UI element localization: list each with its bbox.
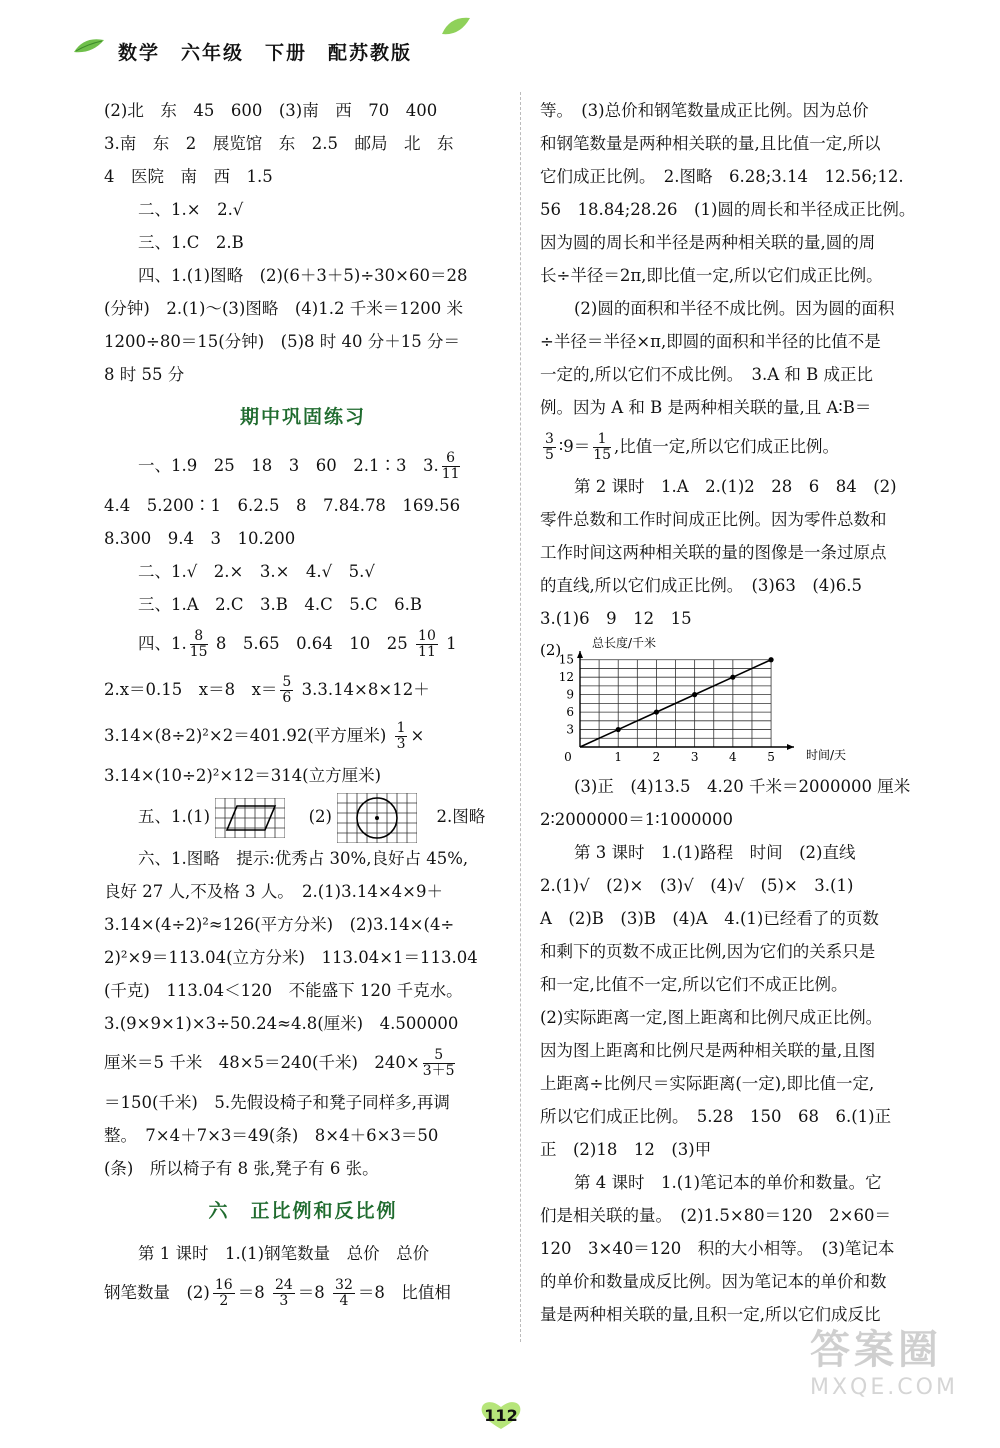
denominator: 15 [189, 644, 208, 660]
answer-line: 8 时 55 分 [104, 365, 185, 384]
answer-line: 和一定,比值不一定,所以它们不成正比例。 [540, 975, 848, 994]
left-column [104, 94, 502, 1316]
answer-line: 8.300 9.4 3 10.200 [104, 529, 296, 548]
answer-line: (3)正 (4)13.5 4.20 千米＝2000000 厘米 [574, 777, 911, 796]
y-tick-label: 6 [566, 705, 574, 720]
answer-line: 2∶2000000＝1∶1000000 [540, 810, 734, 829]
answer-line [104, 713, 502, 759]
answer-line: 上距离÷比例尺＝实际距离(一定),即比值一定, [540, 1074, 875, 1093]
answer-text: ＝8 [297, 1283, 325, 1302]
numerator: 1 [593, 432, 611, 448]
column-divider [520, 92, 521, 1342]
fraction [333, 1278, 355, 1309]
answer-line: 和钢笔数量是两种相关联的量,且比值一定,所以 [540, 134, 881, 153]
answer-text: ＝8 比值相 [357, 1283, 451, 1302]
chart-axes [577, 651, 794, 750]
y-tick-label: 9 [566, 687, 574, 702]
denominator: 15 [593, 447, 612, 463]
denominator: 3＋5 [422, 1063, 455, 1079]
answer-line: 一定的,所以它们不成比例。 3.A 和 B 成正比 [540, 365, 874, 384]
denominator: 4 [339, 1293, 349, 1309]
fraction [423, 1048, 455, 1079]
answer-text: 2.图略 [436, 807, 486, 826]
answer-line [104, 667, 502, 713]
fraction [213, 1278, 235, 1309]
answer-line: 1200÷80＝15(分钟) (5)8 时 40 分＋15 分＝ [104, 332, 461, 351]
answer-line: 二、1.× 2.√ [138, 200, 244, 219]
x-axis-label: 时间/天 [806, 748, 847, 762]
answer-line: 例。因为 A 和 B 是两种相关联的量,且 A∶B＝ [540, 398, 872, 417]
answer-line: 3.(1)6 9 12 15 [540, 609, 692, 628]
answer-line: 的单价和数量成反比例。因为笔记本的单价和数 [540, 1272, 887, 1291]
answer-line: 六、1.图略 提示:优秀占 30%,良好占 45%, [138, 849, 469, 868]
parallelogram-grid-figure [215, 798, 285, 838]
answer-line: 和剩下的页数不成正比例,因为它们的关系只是 [540, 942, 876, 961]
answer-line [104, 792, 502, 842]
denominator: 6 [282, 690, 292, 706]
numerator: 5 [423, 1048, 455, 1064]
answer-text: 钢笔数量 (2) [104, 1283, 210, 1302]
y-tick-label: 12 [558, 670, 574, 685]
answer-line: 工作时间这两种相关联的量的图像是一条过原点 [540, 543, 887, 562]
answer-text: 3.3.14×8×12＋ [301, 680, 430, 699]
answer-line: 所以它们成正比例。 5.28 150 68 6.(1)正 [540, 1107, 892, 1126]
x-tick-label: 3 [690, 750, 699, 764]
answer-line: (2)北 东 45 600 (3)南 西 70 400 [104, 101, 438, 120]
y-tick-label: 3 [566, 722, 574, 737]
data-point [768, 657, 773, 662]
answer-line: 120 3×40＝120 积的大小相等。 (3)笔记本 [540, 1239, 895, 1258]
denominator: 3 [396, 736, 406, 752]
answer-line: 第 4 课时 1.(1)笔记本的单价和数量。它 [574, 1173, 882, 1192]
answer-line: 3.(9×9×1)×3÷50.24≈4.8(厘米) 4.500000 [104, 1014, 459, 1033]
answer-line: 第 1 课时 1.(1)钢笔数量 总价 总价 [138, 1244, 430, 1263]
answer-line: (2)圆的面积和半径不成比例。因为圆的面积 [574, 299, 895, 318]
answer-line [104, 1270, 502, 1316]
y-axis-arrow [577, 651, 583, 658]
chart-label: (2) [540, 641, 562, 659]
leaf-decoration-icon [70, 34, 110, 58]
fraction [416, 629, 438, 660]
book-title: 数学 六年级 下册 配苏教版 [118, 42, 413, 64]
answer-text: ＝8 [237, 1283, 265, 1302]
answer-line: 3.南 东 2 展览馆 东 2.5 邮局 北 东 [104, 134, 454, 153]
answer-text: ∶9＝ [558, 437, 591, 456]
x-tick-label: 4 [729, 750, 737, 764]
answer-text: (2) [308, 807, 332, 826]
answer-line: 4 医院 南 西 1.5 [104, 167, 273, 186]
answer-line: (分钟) 2.(1)～(3)图略 (4)1.2 千米＝1200 米 [104, 299, 463, 318]
answer-line: 的直线,所以它们成正比例。 (3)63 (4)6.5 [540, 576, 862, 595]
answer-line: 二、1.√ 2.× 3.× 4.√ 5.√ [138, 562, 375, 581]
line-chart [540, 635, 944, 770]
numerator: 32 [335, 1277, 353, 1293]
answer-line: ＝150(千米) 5.先假设椅子和凳子同样多,再调 [104, 1093, 450, 1112]
numerator: 10 [418, 628, 436, 644]
answer-line: (千克) 113.04＜120 不能盛下 120 千克水。 [104, 981, 463, 1000]
answer-line: 3.14×(10÷2)²×12＝314(立方厘米) [104, 766, 382, 785]
answer-line: 第 2 课时 1.A 2.(1)2 28 6 84 (2) [574, 477, 897, 496]
chart-svg [540, 635, 944, 770]
fraction [442, 451, 460, 482]
y-axis-label: 总长度/千米 [592, 636, 657, 650]
answer-text: ,比值一定,所以它们成正比例。 [614, 437, 840, 456]
x-tick-label: 0 [564, 750, 572, 764]
numerator: 6 [442, 451, 460, 467]
watermark-logo [810, 1318, 980, 1428]
denominator: 11 [418, 644, 436, 660]
answer-text: 厘米＝5 千米 48×5＝240(千米) 240× [104, 1053, 420, 1072]
numerator: 3 [545, 431, 554, 447]
answer-line: 3.14×(4÷2)²≈126(平方分米) (2)3.14×(4÷ [104, 915, 455, 934]
numerator: 1 [396, 720, 406, 736]
answer-line: 56 18.84;28.26 (1)圆的周长和半径成正比例。 [540, 200, 916, 219]
answer-line: 正 (2)18 12 (3)甲 [540, 1140, 712, 1159]
answer-line: ÷半径＝半径×π,即圆的面积和半径的比值不是 [540, 332, 881, 351]
data-point [692, 692, 697, 697]
numerator: 24 [274, 1277, 293, 1293]
chart-series [580, 657, 774, 747]
denominator: 11 [441, 466, 460, 482]
section-heading: 期中巩固练习 [239, 406, 366, 428]
fraction [190, 629, 208, 660]
answer-text: × [410, 726, 425, 745]
answer-line [540, 424, 944, 470]
answer-line: 因为图上距离和比例尺是两种相关联的量,且图 [540, 1041, 876, 1060]
answer-line [104, 621, 502, 667]
fraction [593, 432, 611, 463]
answer-text: 1 [446, 634, 457, 653]
numerator: 8 [190, 629, 208, 645]
answer-line [104, 1040, 502, 1086]
leaf-decoration-icon [440, 14, 474, 40]
page-number [478, 1400, 524, 1430]
page-number-text: 112 [484, 1406, 518, 1425]
answer-line: 4.4 5.200∶1 6.2.5 8 7.84.78 169.56 [104, 496, 461, 515]
fraction [280, 675, 293, 706]
answer-line: 长÷半径＝2π,即比值一定,所以它们成正比例。 [540, 266, 883, 285]
right-column [540, 94, 944, 1331]
denominator: 3 [279, 1293, 289, 1309]
page-header [70, 32, 470, 72]
answer-line [104, 443, 502, 489]
answer-text: 2.x＝0.15 x＝8 x＝ [104, 680, 278, 699]
answer-line: 零件总数和工作时间成正比例。因为零件总数和 [540, 510, 887, 529]
x-tick-label: 1 [614, 750, 623, 764]
fraction [273, 1278, 295, 1309]
y-tick-label: 15 [558, 652, 574, 667]
answer-line: 量是两种相关联的量,且积一定,所以它们成反比 [540, 1305, 881, 1324]
answer-line: (2)实际距离一定,图上距离和比例尺成正比例。 [540, 1008, 883, 1027]
answer-line: 因为圆的周长和半径是两种相关联的量,圆的周 [540, 233, 876, 252]
answer-line: 们是相关联的量。 (2)1.5×80＝120 2×60＝ [540, 1206, 891, 1225]
answer-line: 它们成正比例。 2.图略 6.28;3.14 12.56;12. [540, 167, 904, 186]
circle-grid-figure [337, 793, 417, 843]
data-point [730, 675, 735, 680]
x-axis-arrow [787, 744, 794, 750]
answer-line: 2)²×9＝113.04(立方分米) 113.04×1＝113.04 [104, 948, 478, 967]
fraction [395, 721, 408, 752]
x-tick-label: 5 [767, 750, 775, 764]
answer-text: 3.14×(8÷2)²×2＝401.92(平方厘米) [104, 726, 387, 745]
denominator: 5 [545, 447, 554, 463]
watermark-url: MXQE.COM [810, 1375, 958, 1400]
answer-line: 第 3 课时 1.(1)路程 时间 (2)直线 [574, 843, 856, 862]
answer-line: (条) 所以椅子有 8 张,凳子有 6 张。 [104, 1159, 379, 1178]
answer-line: 三、1.C 2.B [138, 233, 244, 252]
answer-line: 良好 27 人,不及格 3 人。 2.(1)3.14×4×9＋ [104, 882, 443, 901]
answer-text: 一、1.9 25 18 3 60 2.1∶3 3. [138, 456, 439, 475]
watermark-text: 答案圈 [810, 1327, 942, 1373]
denominator: 2 [219, 1293, 229, 1309]
answer-line: 整。 7×4＋7×3＝49(条) 8×4＋6×3＝50 [104, 1126, 439, 1145]
data-point [616, 727, 621, 732]
answer-text: 五、1.(1) [138, 807, 211, 826]
answer-line: 2.(1)√ (2)× (3)√ (4)√ (5)× 3.(1) [540, 876, 854, 895]
answer-text: 8 5.65 0.64 10 25 [215, 634, 408, 653]
x-tick-label: 2 [652, 750, 661, 764]
answer-text: 四、1. [138, 634, 187, 653]
answer-line: A (2)B (3)B (4)A 4.(1)已经看了的页数 [540, 909, 879, 928]
numerator: 16 [214, 1277, 233, 1293]
section-heading: 六 正比例和反比例 [208, 1200, 398, 1222]
answer-line: 三、1.A 2.C 3.B 4.C 5.C 6.B [138, 595, 422, 614]
answer-line: 等。 (3)总价和钢笔数量成正比例。因为总价 [540, 101, 869, 120]
data-point [654, 709, 659, 714]
answer-line: 四、1.(1)图略 (2)(6＋3＋5)÷30×60＝28 [138, 266, 468, 285]
fraction [543, 432, 556, 463]
numerator: 5 [282, 674, 292, 690]
